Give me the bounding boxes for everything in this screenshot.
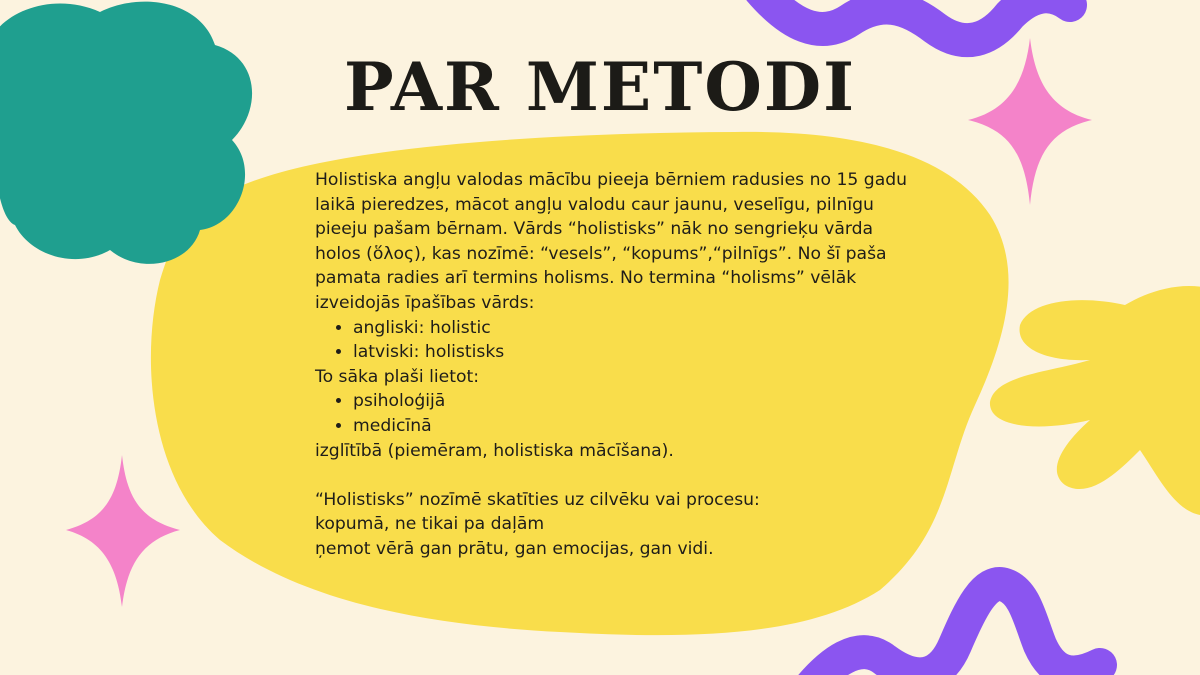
teal-cloud-shape xyxy=(0,2,252,264)
list-item: • latviski: holistisks xyxy=(353,340,915,365)
line-mind-emotions: ņemot vērā gan prātu, gan emocijas, gan vidi. xyxy=(315,538,714,559)
line-whole: kopumā, ne tikai pa daļām xyxy=(315,514,545,535)
paragraph-intro: Holistiska angļu valodas mācību pieeja bērniem radusies no 15 gadu laikā pieredzes, mācot angļu valodu caur jaunu, veselīgu, pilnīgu pieeju pašam bērnam. Vārds “holistisks” nāk no sengrieķu vārda holos (ὅλος), kas nozīmē: “vesels”, “kopums”,“pilnīgs”. No šī paša pamata radies arī termins holisms. No termina “holisms” vēlāk izveidojās īpašības vārds: xyxy=(315,170,908,313)
paragraph-usage: To sāka plaši lietot: xyxy=(315,366,480,387)
pink-sparkle-bottom-left xyxy=(66,455,180,607)
list-item: • medicīnā xyxy=(353,414,915,439)
list-item: • psiholoģijā xyxy=(353,389,915,414)
list-item: • angliski: holistic xyxy=(353,316,915,341)
paragraph-education: izglītībā (piemēram, holistiska mācīšana). xyxy=(315,440,674,461)
spacer xyxy=(315,463,915,488)
paragraph-meaning: “Holistisks” nozīmē skatīties uz cilvēku vai procesu: xyxy=(315,489,760,510)
list-fields xyxy=(315,389,915,438)
page-title: PAR METODI xyxy=(344,48,856,126)
yellow-hand-shape xyxy=(990,286,1200,515)
body-text xyxy=(315,168,915,562)
purple-squiggle-top xyxy=(760,0,1070,40)
list-language-forms xyxy=(315,316,915,365)
